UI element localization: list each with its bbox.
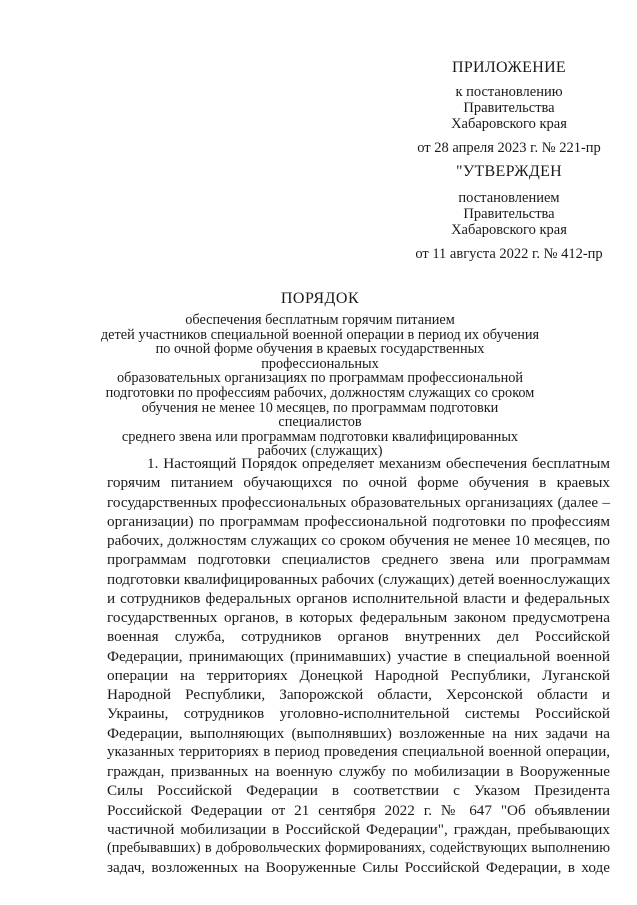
paragraph-line: рабочих, должностям служащих со сроком обучения не менее 10 месяцев, по [107, 532, 610, 549]
paragraph-line: задач, возложенных на Вооруженные Силы Российской Федерации, в ходе [107, 859, 610, 877]
paragraph-line: Силы Российской Федерации в соответствии с Указом Президента [107, 782, 610, 800]
paragraph-line: подготовки квалифицированных рабочих (служащих) детей военнослужащих [107, 570, 611, 588]
appendix-line: Хабаровского края [451, 116, 567, 132]
approved-line: Правительства [463, 206, 555, 222]
subtitle-line: подготовки по профессиям рабочих, должностям служащих со сроком [105, 384, 535, 401]
paragraph-1 [107, 454, 610, 878]
paragraph-line: указанных территориях в период проведения специальной военной операции, [107, 743, 610, 760]
paragraph-line: 1. Настоящий Порядок определяет механизм обеспечения бесплатным [147, 455, 610, 472]
document-title: ПОРЯДОК [280, 290, 360, 307]
paragraph-line: (пребывавших) в добровольческих формированиях, содействующих выполнению [107, 840, 610, 856]
paragraph-line: Федерации, выполняющих (выполнявших) возложенные на них задачи на [107, 724, 610, 742]
approved-line: Хабаровского края [451, 222, 567, 238]
paragraph-line: Народной Республики, Запорожской области, Херсонской области и [107, 686, 610, 703]
subtitle-line: среднего звена или программам подготовки квалифицированных [121, 428, 519, 445]
paragraph-line: организации) по программам профессиональной подготовки по профессиям [107, 512, 610, 530]
subtitle-line: детей участников специальной военной операции в период их обучения [100, 326, 540, 343]
paragraph-line: Федерации, принимающих (принимавших) участие в специальной военной [107, 647, 610, 665]
paragraph-line: военная служба, сотрудников органов внутренних дел Российской [107, 628, 610, 646]
appendix-block [390, 58, 628, 262]
paragraph-line: государственных органов, в которых федеральным законом предусмотрена [107, 609, 610, 626]
approved-heading: "УТВЕРЖДЕН [456, 163, 562, 180]
subtitle-line: образовательных организациях по программам профессиональной [116, 370, 524, 387]
approved-date-line: от 11 августа 2022 г. № 412-пр [415, 246, 603, 262]
subtitle-line: обучения не менее 10 месяцев, по программам подготовки специалистов [141, 399, 499, 431]
subtitle-line: обеспечения бесплатным горячим питанием [185, 312, 455, 328]
subtitle-line: рабочих (служащих) [257, 443, 383, 460]
paragraph-line: Украины, сотрудников уголовно-исполнительной системы Российской [107, 705, 610, 723]
subtitle-line: по очной форме обучения в краевых государственных профессиональных [155, 341, 485, 372]
paragraph-line: граждан, призванных на военную службу по мобилизации в Вооруженные [107, 763, 610, 780]
paragraph-line: частичной мобилизации в Российской Федерации", граждан, пребывающих [107, 820, 610, 838]
document-subtitle [100, 313, 540, 459]
appendix-heading: ПРИЛОЖЕНИЕ [451, 59, 566, 76]
paragraph-line: Российской Федерации от 21 сентября 2022 г. № 647 "Об объявлении [107, 801, 610, 819]
appendix-line: к постановлению [455, 84, 563, 100]
paragraph-line: операции на территориях Донецкой Народной Республики, Луганской [107, 666, 610, 684]
paragraph-line: государственных профессиональных образовательных организациях (далее – [107, 493, 610, 511]
appendix-line: Правительства [463, 100, 555, 116]
paragraph-line: горячим питанием обучающихся по очной форме обучения в краевых [107, 474, 610, 492]
appendix-date-line: от 28 апреля 2023 г. № 221-пр [417, 140, 601, 156]
paragraph-line: программам подготовки специалистов среднего звена или программам [107, 551, 610, 569]
approved-line: постановлением [458, 190, 560, 206]
paragraph-line: и сотрудников федеральных органов исполнительной власти и федеральных [107, 589, 610, 607]
